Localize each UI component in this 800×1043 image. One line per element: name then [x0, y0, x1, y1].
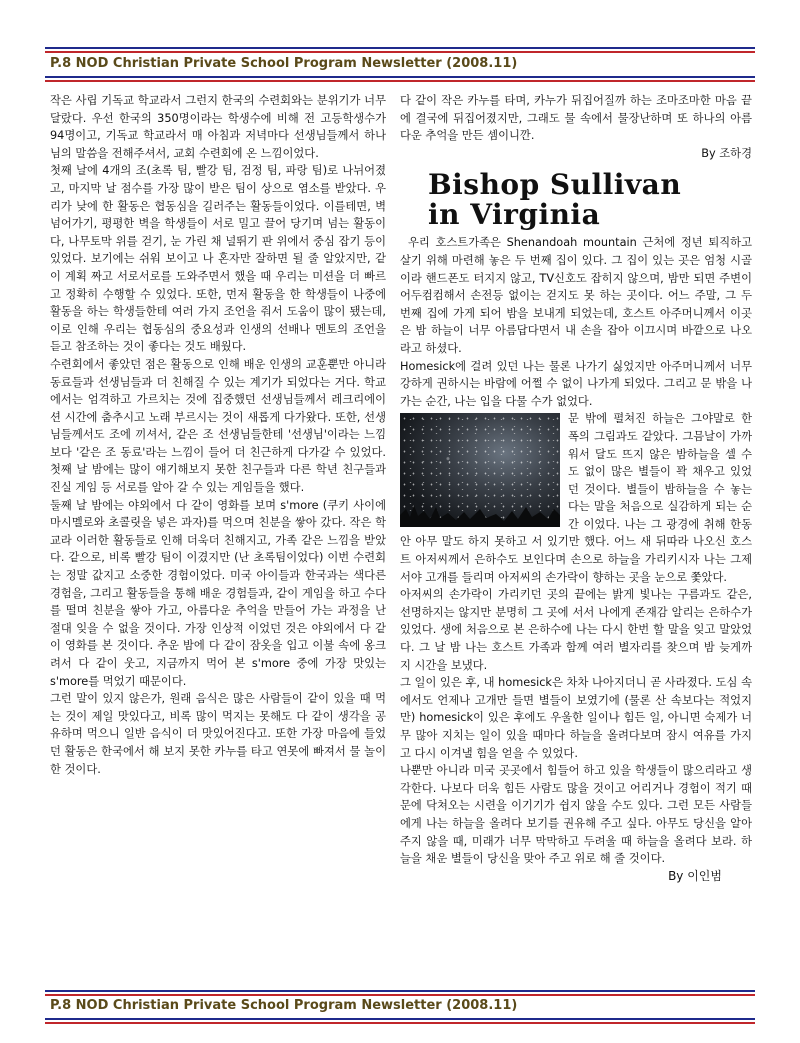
header-rule-bottom-blue [45, 76, 755, 78]
footer-rule-red [45, 994, 755, 996]
paragraph: 그 일이 있은 후, 내 homesick은 차차 나아지더니 곧 사라졌다. 도심 속에서도 언제나 고개만 들면 별들이 보였기에 (물론 산 속보다는 적었지만) homesick이 있은 후에도 우울한 일이나 힘든 일, 아니면 숙제가 너무 많아 지치는 일이 있을 때마다 하늘을 올려다보며 잠시 여유를 가지고 다시 이겨낼 힘을 얻을 수 있었다. [400, 676, 752, 760]
right-column [400, 92, 752, 885]
header-rule-bottom-red [45, 80, 755, 82]
author-byline: By 이인범 [668, 868, 722, 883]
left-column [50, 92, 386, 778]
footer-rule-bottom-red [45, 1022, 755, 1024]
paragraph: 다 같이 작은 카누를 타며, 카누가 뒤집어질까 하는 조마조마한 마음 끝에 결국에 뒤집어졌지만, 그래도 물 속에서 물장난하며 또 하나의 아름다운 추억을 만든 셈이니깐. [400, 94, 752, 143]
paragraph: 우리 호스트가족은 Shenandoah mountain 근처에 정년 퇴직하고 살기 위해 마련해 놓은 두 번째 집이 있다. 그 집이 있는 곳은 엄청 시골이라 핸드폰도 터지지 않고, TV신호도 잡히지 않으며, 밤만 되면 주변이 어두컴컴해서 손전등 없이는 걷지도 못 하는 곳이다. 어느 주말, 그 두 번째 집에 가게 되어 밤을 보내게 되었는데, 호스트 아주머니께서 이곳은 밤 하늘이 너무 아름답다면서 내 손을 잡아 이끄시며 바깥으로 나오라고 하셨다. [400, 236, 752, 355]
footer-rule-blue [45, 990, 755, 992]
article-title-line: in Virginia [428, 198, 601, 232]
paragraph: 문 밖에 펼쳐진 하늘은 그야말로 한 폭의 그림과도 같았다. 그믐날이 가까워서 달도 뜨지 않은 밤하늘을 셀 수도 없이 많은 별들이 꽉 채우고 있었던 것이다. 별들이 밤하늘을 수 놓는다는 말을 처음으로 실감하게 되는 순간 이었다. 나는 그 광경에 취해 한동안 아무 말도 하지 못하고 서 있기만 했다. 어느 새 뒤따라 나오신 호스트 아저씨께서 은하수도 보인다며 손으로 하늘을 가리키시자 나는 그제서야 고개를 들리며 아저씨의 손가락이 향하는 곳을 눈으로 쫓았다. [400, 412, 752, 584]
paragraph: 그런 말이 있지 않은가, 원래 음식은 많은 사람들이 같이 있을 때 먹는 것이 제일 맛있다고, 비록 많이 먹지는 못해도 다 같이 생각을 공유하며 먹으니 일반 음식이 더 맛있어진다고. 또한 가장 마음에 들었던 활동은 한국에서 해 보지 못한 카누를 타고 연못에 빠져서 물 놀이 한 것이다. [50, 692, 386, 776]
header-rule-blue [45, 47, 755, 49]
paragraph: 둘째 날 밤에는 야외에서 다 같이 영화를 보며 s'more (쿠키 사이에 마시멜로와 초콜릿을 넣은 과자)를 먹으며 친분을 쌓아 갔다. 작은 학교라 이러한 활동들로 인해 더욱더 친해지고, 가족 같은 느낌을 받았다. 같으로, 비록 빨강 팀이 이겼지만 (난 초록팀이었다) 이번 수련회는 정말 값지고 소중한 경험이었다. 미국 아이들과 한국과는 색다른 경험을, 그리고 활동들을 통해 배운 경험들과, 같이 게임을 하고 수다를 떨며 친분을 쌓아 가고, 아름다운 추억을 만들어 가는 과정을 난 절대 잊을 수 없을 것이다. 가장 인상적 이었던 것은 야외에서 다 같이 영화를 본 것이다. 추운 밤에 다 같이 잠옷을 입고 이불 속에 옹크려서 다 같이 웃고, 지금까지 먹어 본 s'more 중에 가장 맛있는 s'more를 먹었기 때문이다. [50, 498, 386, 688]
paragraph: 수련회에서 좋았던 점은 활동으로 인해 배운 인생의 교훈뿐만 아니라 동료들과 선생님들과 더 친해질 수 있는 계기가 되었다는 거다. 학교에서는 엄격하고 가르치는 것에 집중했던 선생님들께서 레크리에이션 시간에 춤추시고 노래 부르시는 것이 새롭게 다가왔다. 또한, 선생님들께서도 조에 끼셔서, 같은 조 선생님들한테 '선생님'이라는 느낌보다 '같은 조 동료'라는 느낌이 들어 더 친근하게 다가갈 수 있었다. 첫째 날 밤에는 많이 얘기해보지 못한 친구들과 다른 학년 친구들과 진실 게임 등 서로를 알아 갈 수 있는 게임들을 했다. [50, 357, 386, 495]
newsletter-header: P.8 NOD Christian Private School Program Newsletter (2008.11) [50, 56, 518, 71]
article-title [428, 170, 752, 230]
paragraph: 작은 사립 기독교 학교라서 그런지 한국의 수련회와는 분위기가 너무 달랐다. 우선 한국의 350명이라는 학생수에 비해 전 고등학생수가 94명이고, 기독교 학교라서 매 아침과 저녁마다 선생님들께서 하나님의 말씀을 전해주셔서, 교회 수련회에 온 느낌이었다. [50, 94, 386, 160]
footer-rule-bottom-blue [45, 1018, 755, 1020]
paragraph: 나뿐만 아니라 미국 곳곳에서 힘들어 하고 있을 학생들이 많으리라고 생각한다. 나보다 더욱 힘든 사람도 많을 것이고 어리거나 경험이 적기 때문에 닥쳐오는 시련을 이기기가 쉽지 않을 수도 있다. 그런 모든 사람들에게 나는 하늘을 올려다 보기를 권유해 주고 싶다. 아무도 당신을 알아 주지 않을 때, 미래가 너무 막막하고 두려울 때 하늘을 올려다 보라. 하늘을 채운 별들이 당신을 맞아 주고 위로 해 줄 것이다. [400, 764, 752, 866]
night-sky-photo [400, 413, 560, 527]
header-rule-red [45, 51, 755, 53]
paragraph: 아저씨의 손가락이 가리키던 곳의 끝에는 밝게 빛나는 구름과도 같은, 선명하지는 않지만 분명히 그 곳에 서서 나에게 존재감 알리는 은하수가 있었다. 생에 처음으로 본 은하수에 나는 다시 한번 할 말을 잊고 말았었다. 그 날 밤 나는 호스트 가족과 함께 여러 별자리를 찾으며 밤 늦게까지 시간을 보냈다. [400, 588, 752, 672]
paragraph: 첫째 날에 4개의 조(초록 팀, 빨강 팀, 검정 팀, 파랑 팀)로 나뉘어졌고, 마지막 날 점수를 가장 많이 받은 팀이 상으로 염소를 받았다. 우리가 낮에 한 활동은 협동심을 길러주는 활동들이었다. 이를테면, 벽 넘어가기, 평평한 벽을 학생들이 서로 밀고 끌어 당기며 넘는 활동이다, 나무토막 위를 걷기, 눈 가린 채 널뛰기 판 위에서 중심 잡기 등이 있었다. 보기에는 쉬워 보이고 나 혼자만 잘하면 될 줄 알았지만, 같이 계획 짜고 서로서로를 도와주면서 했을 때 우리는 미션을 더 빠르고 정확히 수행할 수 있었다. 또한, 먼저 활동을 한 학생들이 나중에 활동을 하는 학생들한테 여러 가지 조언을 줘서 도움이 많이 됐는데, 이로 인해 우리는 협동심의 중요성과 인생의 선배나 멘토의 조언을 듣고 참조하는 것이 좋다는 것도 배웠다. [50, 164, 386, 354]
article-title-line: Bishop Sullivan [428, 168, 682, 202]
tree-silhouette-icon [400, 497, 560, 527]
author-byline: By 조하경 [701, 146, 752, 160]
newsletter-footer: P.8 NOD Christian Private School Program Newsletter (2008.11) [50, 998, 518, 1013]
paragraph: Homesick에 걸려 있던 나는 물론 나가기 싫었지만 아주머니께서 너무 강하게 권하시는 바람에 어쩔 수 없이 나가게 되었다. 그리고 문 밖을 나가는 순간, 나는 입을 다물 수가 없었다. [400, 359, 752, 408]
